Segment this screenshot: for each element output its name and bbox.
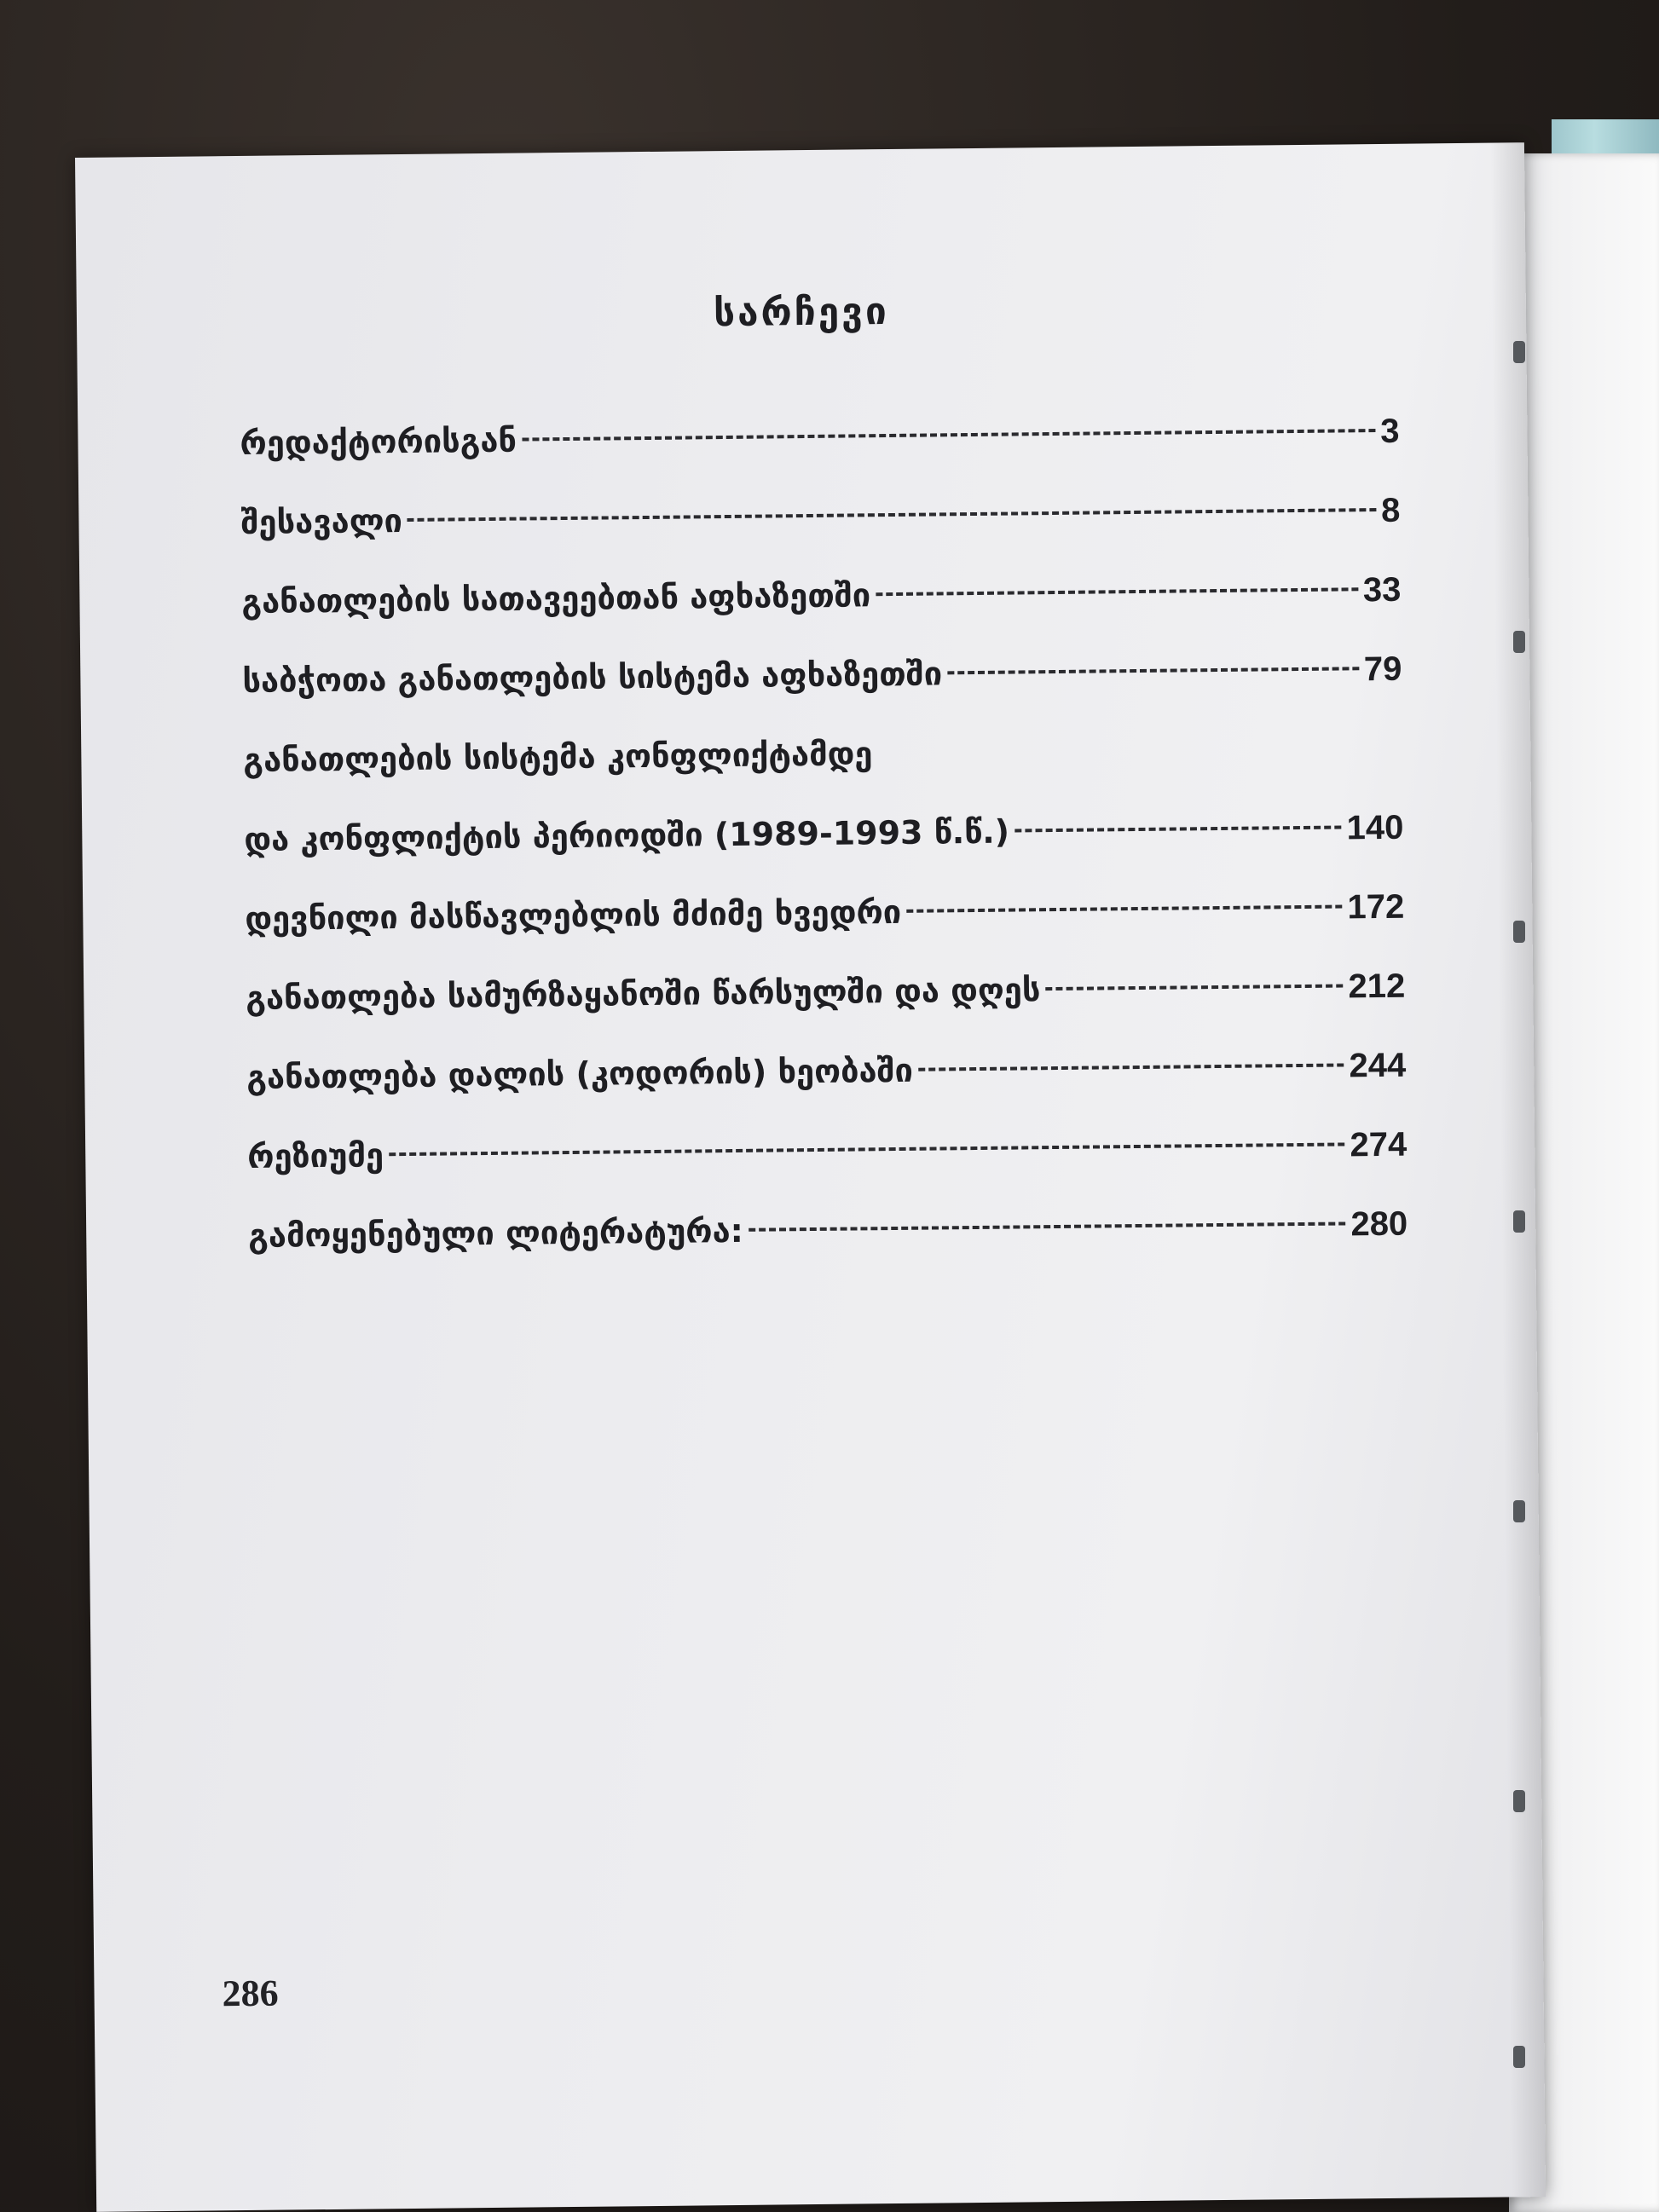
toc-entry[interactable] bbox=[245, 888, 1405, 979]
toc-entry-page: 274 bbox=[1350, 1125, 1408, 1164]
page-title: სარჩევი bbox=[713, 290, 890, 336]
toc-entry-label: რედაქტორისგან bbox=[240, 421, 517, 462]
dot-leader bbox=[749, 1222, 1346, 1231]
toc-entry[interactable] bbox=[241, 571, 1402, 662]
toc-entry-label: განათლება დალის (კოდორის) ხეობაში bbox=[246, 1051, 914, 1096]
dot-leader bbox=[906, 904, 1342, 912]
binding-stitch bbox=[1513, 2046, 1525, 2068]
toc-entry-label: და კონფლიქტის პერიოდში (1989-1993 წ.წ.) bbox=[244, 812, 1010, 858]
toc-entry-page: 280 bbox=[1350, 1204, 1408, 1244]
toc-entry-page: 33 bbox=[1362, 570, 1402, 609]
toc-entry-label: შესავალი bbox=[240, 502, 403, 541]
toc-entry[interactable] bbox=[247, 1126, 1408, 1217]
dot-leader bbox=[389, 1142, 1344, 1156]
toc-entry-label: განათლების სათავეებთან აფხაზეთში bbox=[241, 576, 871, 621]
toc-entry-label: დევნილი მასწავლებლის მძიმე ხვედრი bbox=[245, 892, 902, 938]
binding-stitch bbox=[1513, 631, 1525, 653]
toc-entry-label: საბჭოთა განათლების სისტემა აფხაზეთში bbox=[242, 655, 943, 700]
binding-stitch bbox=[1513, 341, 1525, 363]
dot-leader bbox=[522, 429, 1375, 441]
toc-entry[interactable] bbox=[240, 492, 1401, 583]
toc-entry[interactable] bbox=[242, 650, 1402, 742]
table-of-contents bbox=[240, 413, 1408, 1297]
binding-stitch bbox=[1513, 1210, 1525, 1233]
toc-entry[interactable] bbox=[243, 730, 1403, 821]
page-number: 286 bbox=[222, 1972, 279, 2015]
dot-leader bbox=[1045, 984, 1343, 990]
dot-leader bbox=[918, 1063, 1344, 1071]
toc-entry-label: გამოყენებული ლიტერატურა: bbox=[248, 1211, 744, 1255]
toc-entry-page: 79 bbox=[1363, 650, 1402, 689]
toc-entry-page: 172 bbox=[1347, 887, 1405, 927]
toc-entry-label: რეზიუმე bbox=[247, 1136, 384, 1175]
toc-entry[interactable] bbox=[240, 413, 1400, 504]
toc-entry-page: 244 bbox=[1349, 1046, 1407, 1085]
toc-entry-label: განათლება სამურზაყანოში წარსულში და დღეს bbox=[246, 971, 1041, 1017]
dot-leader bbox=[876, 587, 1358, 596]
toc-entry[interactable] bbox=[246, 967, 1406, 1059]
dot-leader bbox=[947, 667, 1359, 674]
binding-stitch bbox=[1513, 921, 1525, 943]
toc-entry-label: განათლების სისტემა კონფლიქტამდე bbox=[243, 735, 873, 779]
book-page bbox=[75, 142, 1546, 2212]
toc-entry-page: 8 bbox=[1380, 491, 1401, 529]
toc-entry[interactable] bbox=[246, 1047, 1407, 1138]
dot-leader bbox=[408, 508, 1376, 522]
toc-entry-page: 3 bbox=[1379, 412, 1400, 450]
toc-entry-page: 140 bbox=[1346, 808, 1404, 847]
toc-entry[interactable] bbox=[248, 1205, 1408, 1297]
toc-entry[interactable] bbox=[244, 809, 1404, 900]
binding-stitch bbox=[1513, 1500, 1525, 1522]
toc-entry-page: 212 bbox=[1348, 967, 1406, 1006]
binding-stitch bbox=[1513, 1790, 1525, 1812]
dot-leader bbox=[1014, 825, 1342, 832]
